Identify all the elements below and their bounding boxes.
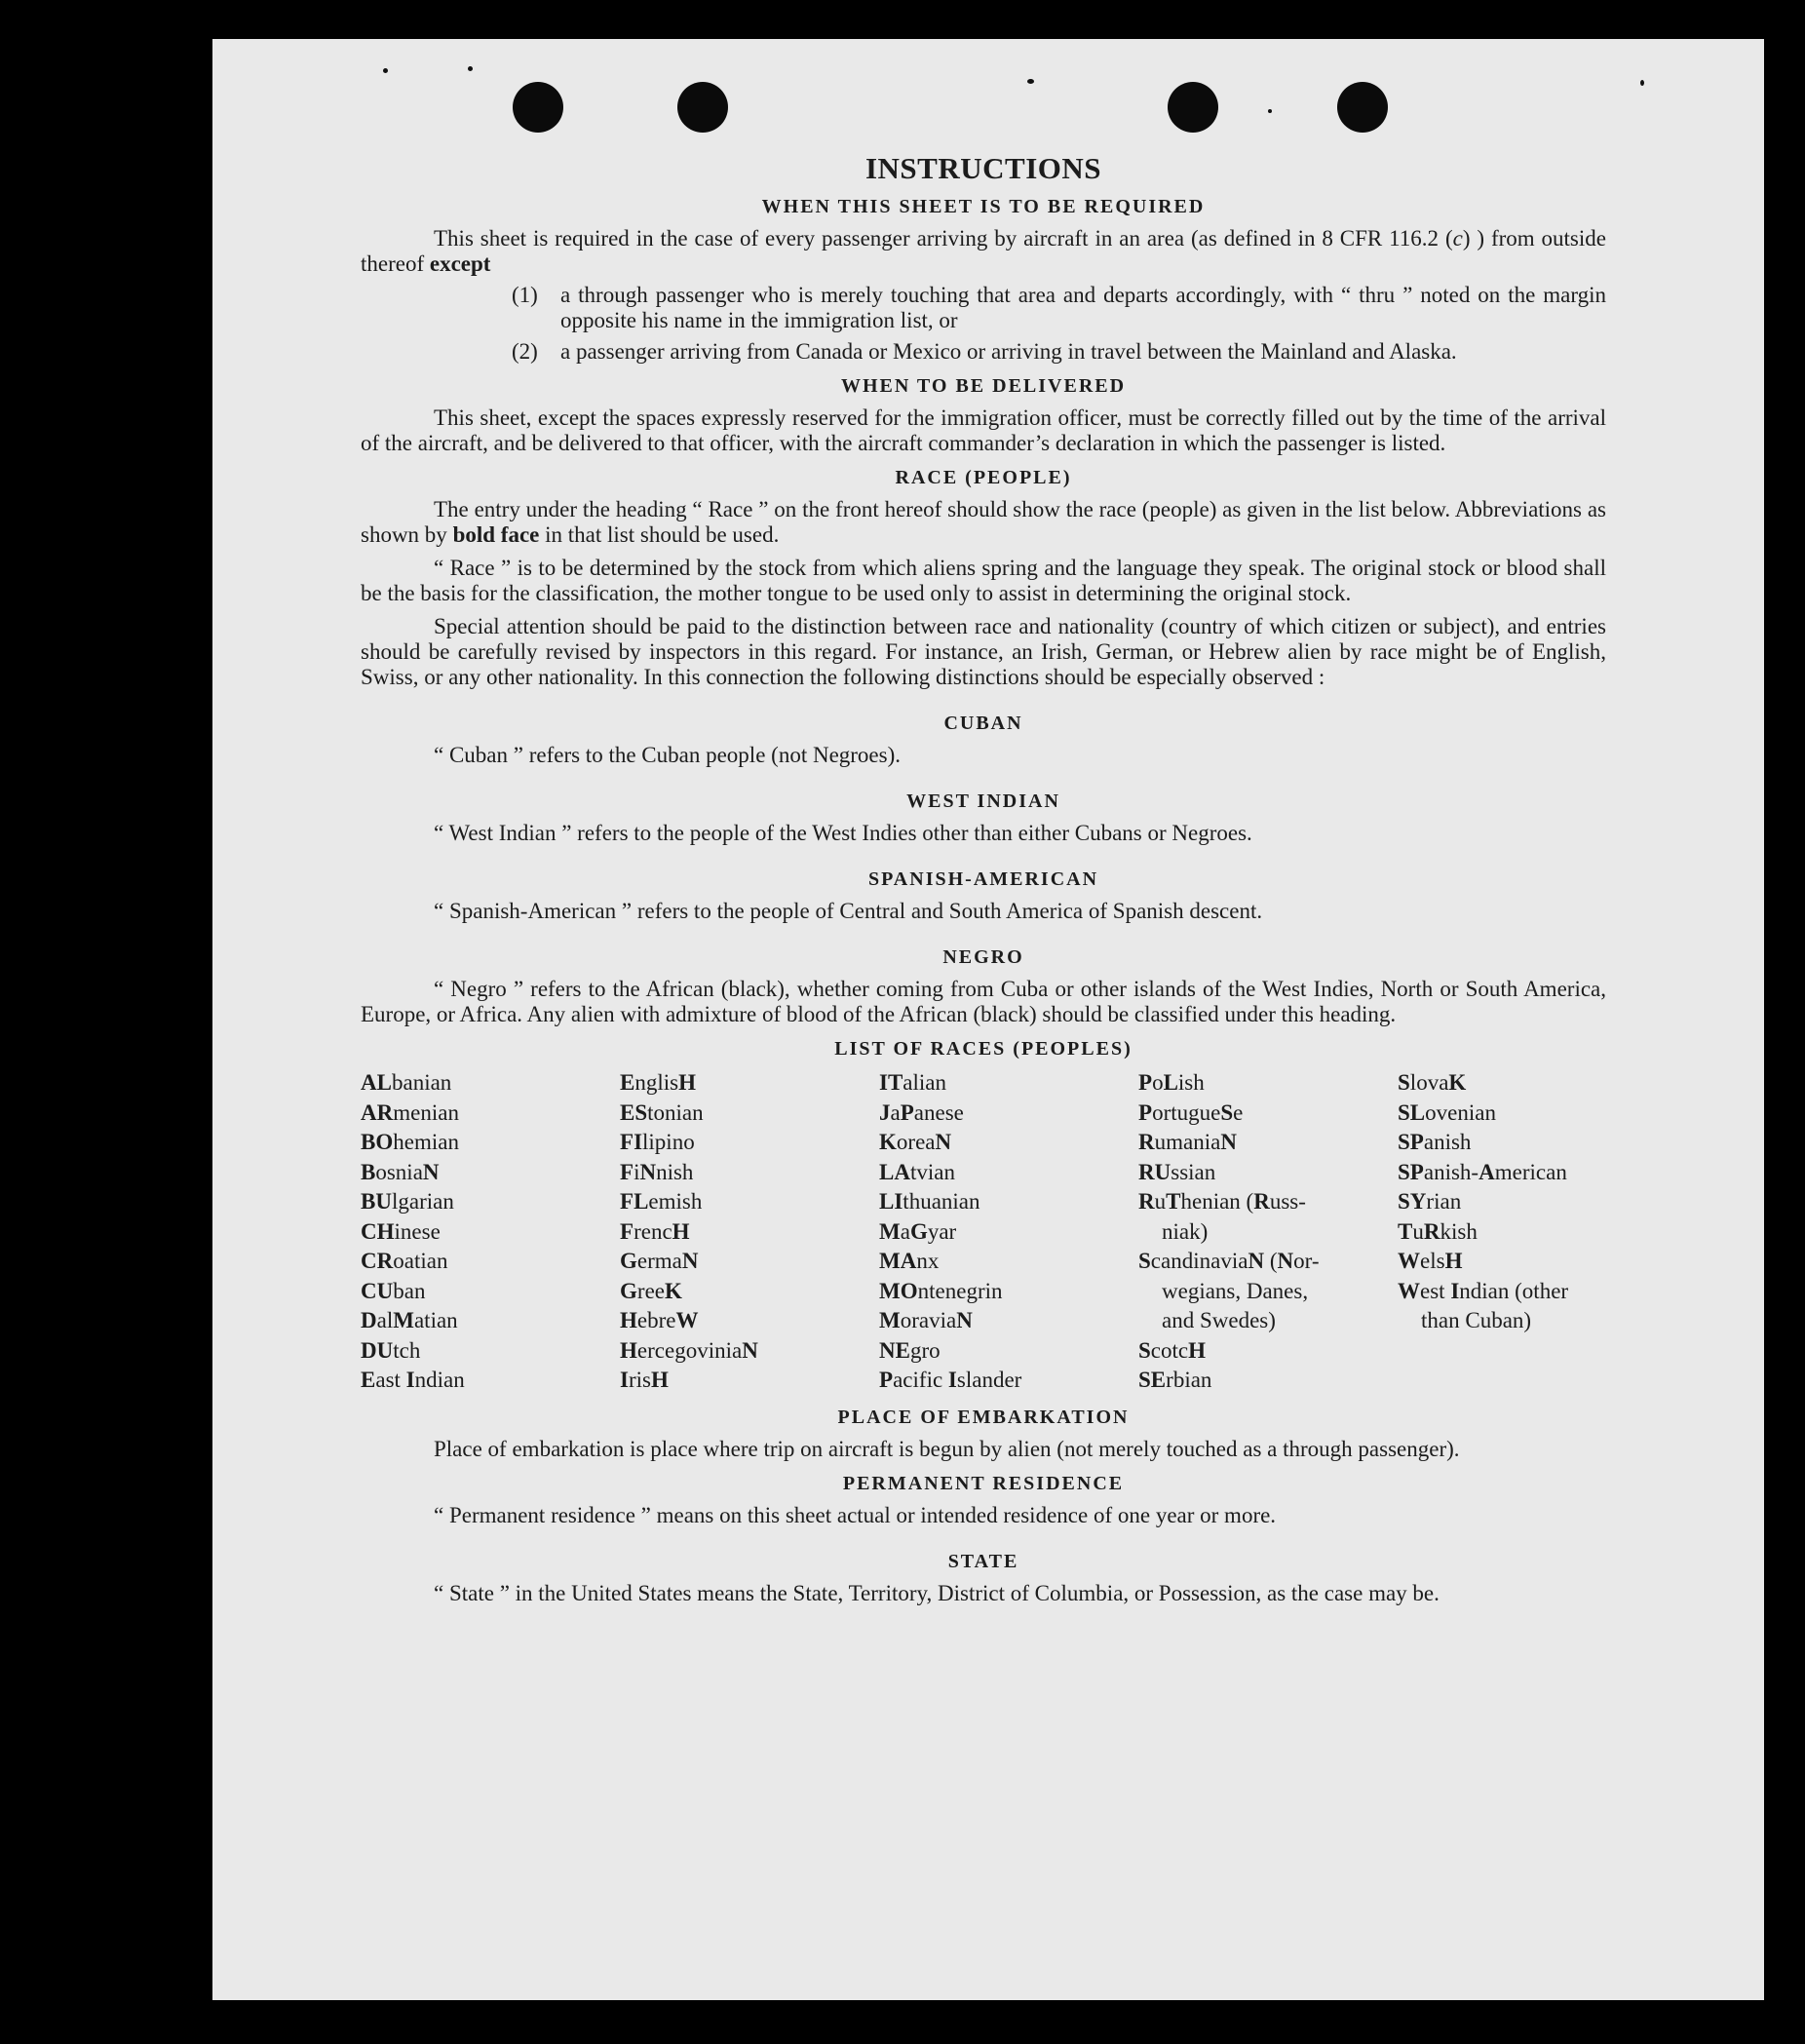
race-entry: ScotcH [1138, 1337, 1207, 1363]
section-heading: STATE [947, 1550, 1019, 1572]
speck [1268, 109, 1272, 113]
race-entry: RUssian [1138, 1159, 1216, 1184]
race-entry: HercegoviniaN [620, 1337, 758, 1363]
race-entry: MAnx [879, 1249, 940, 1273]
race-entry: MaGyar [879, 1218, 957, 1244]
section-heading: WHEN TO BE DELIVERED [840, 375, 1127, 397]
race-column [361, 1068, 620, 1396]
race-entry: LAtvian [879, 1159, 955, 1184]
punch-hole [1168, 82, 1218, 133]
race-entry: JaPanese [879, 1099, 964, 1125]
instructions-text [361, 148, 1606, 1606]
race-column [879, 1068, 1138, 1396]
race-entry: SLovenian [1398, 1099, 1496, 1125]
race-entry: HebreW [620, 1308, 699, 1332]
speck [468, 66, 473, 71]
speck [1640, 80, 1644, 86]
paragraph: “ Negro ” refers to the African (black), whether coming from Cuba or other islands of the West Indies, North or South America, Europe, or Africa. Any alien with admixture of blood of the African (black) should be classified under this heading. [361, 977, 1606, 1026]
race-entry: MoraviaN [879, 1308, 973, 1332]
race-entry: SErbian [1138, 1368, 1212, 1392]
race-entry: SPanish [1398, 1130, 1472, 1154]
race-entry: BosniaN [361, 1159, 440, 1184]
race-entry-continuation: wegians, Danes, [1162, 1278, 1309, 1303]
paragraph: This sheet is required in the case of every passenger arriving by aircraft in an area (as defined in 8 CFR 116.2 (c) ) from outside thereof except [361, 226, 1606, 276]
race-entry-continuation: and Swedes) [1162, 1308, 1276, 1332]
race-entry-continuation: than Cuban) [1421, 1308, 1532, 1332]
race-entry: WelsH [1398, 1249, 1463, 1273]
section-heading: RACE (PEOPLE) [895, 467, 1072, 488]
paragraph: “ West Indian ” refers to the people of the West Indies other than either Cubans or Negroes. [434, 821, 1252, 845]
race-entry: Pacific Islander [879, 1368, 1022, 1392]
exception-item: (1) a through passenger who is merely touching that area and departs accordingly, with “ thru ” noted on the margin opposite his name in the immigration list, or [512, 283, 1606, 332]
paragraph: “ Permanent residence ” means on this sheet actual or intended residence of one year or more. [434, 1502, 1277, 1527]
race-entry: IrisH [620, 1368, 669, 1392]
paragraph: “ Spanish-American ” refers to the people of Central and South America of Spanish descent. [434, 899, 1263, 923]
race-entry: MOntenegrin [879, 1278, 1003, 1303]
punch-hole [677, 82, 728, 133]
race-entry: BOhemian [361, 1130, 459, 1154]
race-entry: FrencH [620, 1218, 690, 1244]
race-entry: SYrian [1398, 1189, 1462, 1214]
section-heading: CUBAN [943, 713, 1023, 734]
section-heading: WHEN THIS SHEET IS TO BE REQUIRED [761, 196, 1206, 217]
document-page [212, 39, 1764, 2000]
race-entry: CRoatian [361, 1249, 448, 1273]
section-heading: PLACE OF EMBARKATION [837, 1406, 1130, 1428]
section-heading: NEGRO [942, 946, 1024, 968]
race-column [1138, 1068, 1398, 1396]
race-entry: KoreaN [879, 1130, 952, 1154]
speck [383, 68, 388, 73]
race-entry: FIlipino [620, 1130, 695, 1154]
race-entry: SPanish-American [1398, 1159, 1567, 1184]
section-heading: WEST INDIAN [906, 791, 1060, 812]
race-entry: SlovaK [1398, 1070, 1467, 1095]
race-column [1398, 1068, 1612, 1396]
race-entry: ITalian [879, 1070, 947, 1095]
speck [1027, 79, 1034, 84]
punch-hole [513, 82, 563, 133]
punch-hole [1337, 82, 1388, 133]
section-heading: PERMANENT RESIDENCE [842, 1472, 1125, 1494]
race-entry: LIthuanian [879, 1189, 980, 1214]
race-entry: EnglisH [620, 1070, 696, 1095]
race-entry: FiNnish [620, 1159, 694, 1184]
race-entry: CUban [361, 1278, 426, 1303]
race-entry-continuation: niak) [1162, 1218, 1209, 1244]
race-entry: West Indian (other [1398, 1278, 1569, 1303]
paragraph: “ Race ” is to be determined by the stock from which aliens spring and the language they speak. The original stock or blood shall be the basis for the classification, the mother tongue to be used only to assist in determining the original stock. [361, 556, 1606, 605]
section-heading: LIST OF RACES (PEOPLES) [834, 1038, 1133, 1060]
race-entry: FLemish [620, 1189, 703, 1214]
race-entry: ALbanian [361, 1070, 452, 1095]
race-entry: EStonian [620, 1099, 704, 1125]
race-entry: RumaniaN [1138, 1130, 1237, 1154]
race-entry: RuThenian (Russ- [1138, 1189, 1306, 1214]
race-entry: East Indian [361, 1368, 465, 1392]
paragraph: “ Cuban ” refers to the Cuban people (not Negroes). [434, 743, 902, 767]
race-entry: PortugueSe [1138, 1099, 1244, 1125]
race-entry: DUtch [361, 1337, 421, 1363]
paragraph: Place of embarkation is place where trip on aircraft is begun by alien (not merely touched as a through passenger). [434, 1436, 1460, 1461]
race-list [361, 1068, 1606, 1396]
paragraph: This sheet, except the spaces expressly reserved for the immigration officer, must be correctly filled out by the time of the arrival of the aircraft, and be delivered to that officer, with the aircraft commander’s declaration in which the passenger is listed. [361, 405, 1606, 455]
race-entry: GreeK [620, 1278, 682, 1303]
paragraph: The entry under the heading “ Race ” on the front hereof should show the race (people) as given in the list below. Abbreviations as shown by bold face in that list should be used. [361, 497, 1606, 547]
race-column [620, 1068, 879, 1396]
race-entry: NEgro [879, 1337, 941, 1363]
race-entry: DalMatian [361, 1308, 458, 1332]
paragraph: “ State ” in the United States means the State, Territory, District of Columbia, or Possession, as the case may be. [434, 1580, 1440, 1605]
exception-item: (2) a passenger arriving from Canada or Mexico or arriving in travel between the Mainland and Alaska. [512, 339, 1457, 364]
race-entry: ARmenian [361, 1099, 459, 1125]
race-entry: BUlgarian [361, 1189, 454, 1214]
paragraph: Special attention should be paid to the distinction between race and nationality (country of which citizen or subject), and entries should be carefully revised by inspectors in this regard. For instance, an Irish, German, or Hebrew alien by race might be of English, Swiss, or any other nationality. In this connection the following distinctions should be especially observed : [361, 614, 1606, 689]
race-entry: CHinese [361, 1218, 441, 1244]
race-entry: TuRkish [1398, 1218, 1478, 1244]
race-entry: PoLish [1138, 1070, 1205, 1095]
page-title: INSTRUCTIONS [864, 151, 1101, 185]
race-entry: GermaN [620, 1249, 699, 1273]
section-heading: SPANISH-AMERICAN [867, 868, 1099, 890]
race-entry: ScandinaviaN (Nor- [1138, 1249, 1320, 1273]
